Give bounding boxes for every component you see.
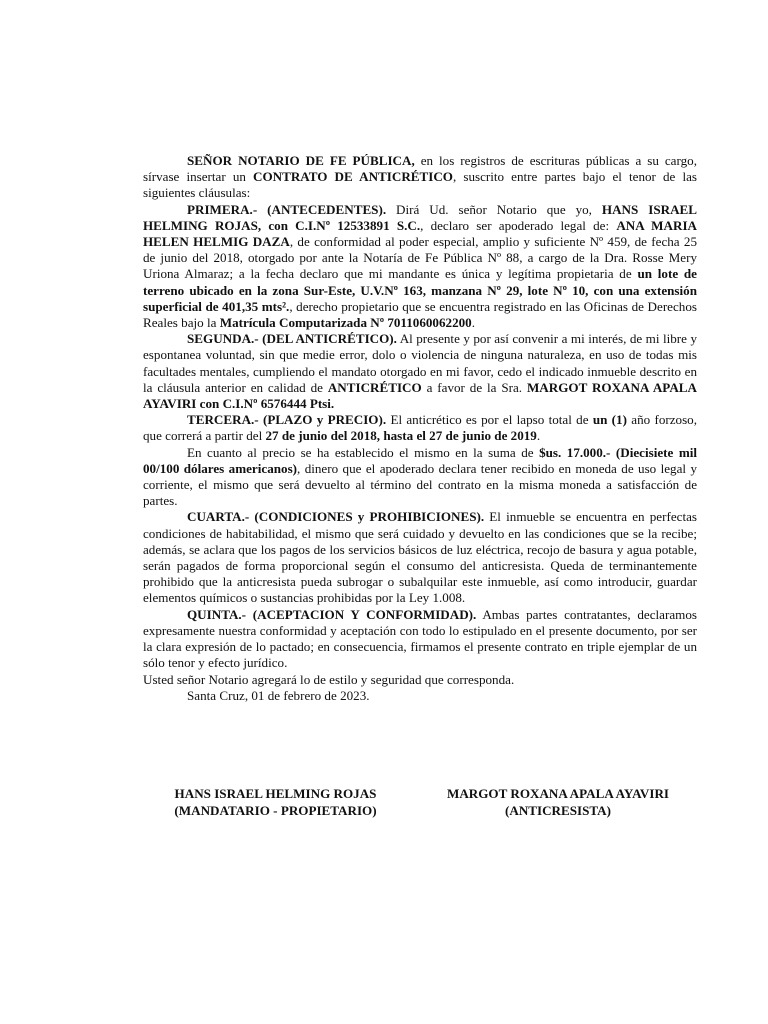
clause-segunda [143,331,697,412]
clause-quinta-title: QUINTA.- (ACEPTACION Y CONFORMIDAD). [187,606,477,622]
price-paragraph [143,445,697,510]
signatory-name: MARGOT ROXANA APALA AYAVIRI [446,786,670,801]
clause-text: , declaro ser apoderado legal de: [420,217,617,233]
contract-body [143,153,697,704]
clause-tercera-title: TERCERA.- (PLAZO y PRECIO). [187,412,387,428]
clause-text: Ambas partes contratantes, declaramos expresamente nuestra conformidad y aceptación con todo lo estipulado en el presente documento, por ser la clara expresión de lo pactado; en consecuencia, firmamos el presente contrato en triple ejemplar de un sólo tenor y efecto jurídico. [143,606,697,671]
closing-line: Usted señor Notario agregará lo de estilo y seguridad que corresponda. [143,671,515,687]
clause-text: a favor de la Sra. [421,379,527,395]
clause-text: Al presente y por así convenir a mi interés, de mi libre y espontanea voluntad, sin que medie error, dolo o violencia de ninguna naturaleza, en uso de todas mis facultades mentales, cumpliendo el mandato otorgado en mi favor, cedo el indicado inmueble descrito en la cláusula anterior en calidad de [143,331,697,395]
property-description: un lote de terreno ubicado en la zona Sur-Este, U.V.Nº 163, manzana Nº 29, lote Nº 10, con una extensión superficial de 401,35 mts². [143,266,697,314]
mandatary-identity: HANS ISRAEL HELMING ROJAS, con C.I.Nº 12533891 S.C. [143,201,697,233]
signatory-role: (MANDATARIO - PROPIETARIO) [174,803,377,818]
contract-type-inline: ANTICRÉTICO [327,379,422,395]
signatory-role: (ANTICRESISTA) [505,803,611,818]
clause-text: El inmueble se encuentra en perfectas condiciones de habitabilidad, el mismo que será cuidado y devuelto en las condiciones que se la recibe; además, se aclara que los pagos de los servicios básicos de luz eléctrica, recojo de basura y agua potable, serán pagados de forma proporcional según el consumo del anticresista. Queda de terminantemente prohibido que la anticresista pueda subrogar o subalquilar este inmueble, así como introducir, guardar elementos químicos o sustancias prohibidas por la Ley 1.008. [143,509,697,606]
clause-primera [143,202,697,332]
preamble-text: en los registros de escrituras públicas a su cargo, sírvase insertar un [143,153,697,185]
anticresist-identity: MARGOT ROXANA APALA AYAVIRI con C.I.Nº 6576444 Ptsi. [143,379,697,412]
clause-text: Dirá Ud. señor Notario que yo, [386,201,602,217]
term-dates: 27 de junio del 2018, hasta el 27 de junio de 2019 [265,428,537,444]
clause-text: . [471,315,475,331]
registry-number: Matrícula Computarizada Nº 7011060062200 [219,315,472,331]
preamble-text-end: , suscrito entre partes bajo el tenor de las siguientes cláusulas: [143,169,697,201]
clause-quinta [143,607,697,672]
price-amount: $us. 17.000.- (Diecisiete mil 00/100 dólares americanos) [143,444,698,476]
clause-text: . [536,428,541,444]
clause-text: El anticrético es por el lapso total de [386,412,593,428]
clause-text: año forzoso, que correrá a partir del [143,412,697,444]
preamble-paragraph [143,153,697,202]
clause-cuarta-title: CUARTA.- (CONDICIONES y PROHIBICIONES). [187,509,485,525]
clause-cuarta [143,509,697,606]
clause-primera-title: PRIMERA.- (ANTECEDENTES). [187,201,387,217]
clause-tercera [143,412,697,444]
clause-text: , de conformidad al poder especial, amplio y suficiente Nº 459, de fecha 25 de junio del 2018, otorgado por ante la Notaría de Fe Pública Nº 88, a cargo de la Dra. Rosse Mery Uriona Almaraz; a la fecha declaro que mi mandante es única y legítima propietaria de [143,234,698,282]
signature-mandatary [143,785,408,819]
notary-address: SEÑOR NOTARIO DE FE PÚBLICA, [187,153,415,168]
clause-text: , dinero que el apoderado declara tener recibido en moneda de uso legal y corriente, el mismo que será devuelto al término del contrato en la misma moneda a satisfacción de partes. [143,460,697,509]
principal-name: ANA MARIA HELEN HELMIG DAZA [143,217,697,250]
clause-text: , derecho propietario que se encuentra registrado en las Oficinas de Derechos Reales bajo la [143,298,697,331]
clause-segunda-title: SEGUNDA.- (DEL ANTICRÉTICO). [187,331,397,347]
place-date: Santa Cruz, 01 de febrero de 2023. [187,687,370,703]
signatory-name: HANS ISRAEL HELMING ROJAS [174,786,377,801]
contract-type: CONTRATO DE ANTICRÉTICO [253,169,453,185]
term-duration: un (1) [592,412,627,428]
clause-text: En cuanto al precio se ha establecido el mismo en la suma de [187,444,540,460]
signature-anticresist [408,785,708,819]
